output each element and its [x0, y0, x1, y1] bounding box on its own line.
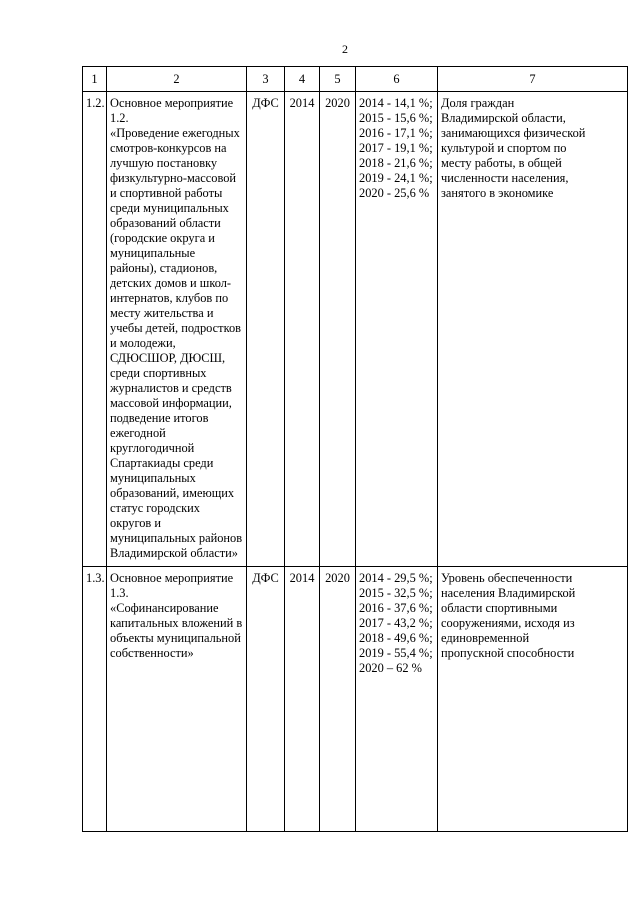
measure-line: собственности» — [110, 646, 194, 660]
value-line: 2017 - 43,2 %; — [359, 616, 433, 630]
measure-line: смотров-конкурсов на — [110, 141, 227, 155]
measure-line: Владимирской области» — [110, 546, 238, 560]
row-number: 1.3. — [83, 567, 107, 832]
value-line: 2018 - 21,6 %; — [359, 156, 433, 170]
table-row — [83, 92, 628, 567]
value-line: 2018 - 49,6 %; — [359, 631, 433, 645]
measure-line: муниципальные — [110, 246, 196, 260]
measure-line: (городские округа и — [110, 231, 215, 245]
measures-table — [82, 66, 628, 832]
measure-line: Спартакиады среди — [110, 456, 214, 470]
measure-line: капитальных вложений в — [110, 616, 243, 630]
indicator-line: населения Владимирской — [441, 586, 576, 600]
value-line: 2014 - 14,1 %; — [359, 96, 433, 110]
indicator-line: численности населения, — [441, 171, 569, 185]
values-cell — [356, 567, 438, 832]
row-number: 1.2. — [83, 92, 107, 567]
measure-line: 1.3. — [110, 586, 129, 600]
indicator-line: занимающихся физической — [441, 126, 586, 140]
value-line: 2015 - 15,6 %; — [359, 111, 433, 125]
table-row — [83, 567, 628, 832]
indicator-line: сооружениями, исходя из — [441, 616, 575, 630]
values-cell — [356, 92, 438, 567]
header-col-1: 1 — [83, 67, 107, 92]
measure-line: массовой информации, — [110, 396, 232, 410]
measure-cell — [107, 92, 247, 567]
measure-line: Основное мероприятие — [110, 96, 234, 110]
indicator-line: Уровень обеспеченности — [441, 571, 573, 585]
measure-line: среди спортивных — [110, 366, 207, 380]
value-line: 2020 – 62 % — [359, 661, 422, 675]
measure-line: 1.2. — [110, 111, 129, 125]
indicator-cell — [438, 567, 628, 832]
header-col-4: 4 — [285, 67, 320, 92]
value-line: 2017 - 19,1 %; — [359, 141, 433, 155]
measure-line: образований, имеющих — [110, 486, 235, 500]
measure-cell — [107, 567, 247, 832]
value-line: 2019 - 24,1 %; — [359, 171, 433, 185]
measure-line: месту жительства и — [110, 306, 214, 320]
header-col-6: 6 — [356, 67, 438, 92]
measure-line: статус городских — [110, 501, 200, 515]
header-col-7: 7 — [438, 67, 628, 92]
measure-line: СДЮСШОР, ДЮСШ, — [110, 351, 226, 365]
value-line: 2016 - 17,1 %; — [359, 126, 433, 140]
measure-line: округов и — [110, 516, 161, 530]
indicator-line: области спортивными — [441, 601, 558, 615]
indicator-line: занятого в экономике — [441, 186, 554, 200]
measure-line: лучшую постановку — [110, 156, 218, 170]
header-col-2: 2 — [107, 67, 247, 92]
measure-line: Основное мероприятие — [110, 571, 234, 585]
start-year-cell: 2014 — [285, 92, 320, 567]
start-year-cell: 2014 — [285, 567, 320, 832]
header-col-5: 5 — [320, 67, 356, 92]
measure-line: районы), стадионов, — [110, 261, 218, 275]
header-col-3: 3 — [247, 67, 285, 92]
header-row — [83, 67, 628, 92]
end-year-cell: 2020 — [320, 92, 356, 567]
indicator-line: пропускной способности — [441, 646, 575, 660]
indicator-line: культурой и спортом по — [441, 141, 567, 155]
value-line: 2020 - 25,6 % — [359, 186, 430, 200]
measure-line: ежегодной — [110, 426, 166, 440]
indicator-line: Владимирской области, — [441, 111, 566, 125]
measure-line: среди муниципальных — [110, 201, 229, 215]
measure-line: учебы детей, подростков — [110, 321, 242, 335]
measure-line: объекты муниципальной — [110, 631, 241, 645]
measure-line: физкультурно-массовой — [110, 171, 237, 185]
measure-line: и спортивной работы — [110, 186, 223, 200]
measure-line: интернатов, клубов по — [110, 291, 229, 305]
measure-line: муниципальных районов — [110, 531, 243, 545]
page-number: 2 — [342, 42, 348, 56]
executor-cell: ДФС — [247, 567, 285, 832]
indicator-cell — [438, 92, 628, 567]
measure-line: и молодежи, — [110, 336, 176, 350]
indicator-line: месту работы, в общей — [441, 156, 562, 170]
measure-line: образований области — [110, 216, 221, 230]
value-line: 2014 - 29,5 %; — [359, 571, 433, 585]
measure-line: подведение итогов — [110, 411, 209, 425]
measure-line: муниципальных — [110, 471, 196, 485]
measure-line: журналистов и средств — [110, 381, 232, 395]
value-line: 2015 - 32,5 %; — [359, 586, 433, 600]
value-line: 2016 - 37,6 %; — [359, 601, 433, 615]
value-line: 2019 - 55,4 %; — [359, 646, 433, 660]
executor-cell: ДФС — [247, 92, 285, 567]
indicator-line: Доля граждан — [441, 96, 515, 110]
measure-line: круглогодичной — [110, 441, 195, 455]
indicator-line: единовременной — [441, 631, 530, 645]
end-year-cell: 2020 — [320, 567, 356, 832]
measure-line: детских домов и школ- — [110, 276, 232, 290]
measure-line: «Проведение ежегодных — [110, 126, 240, 140]
measure-line: «Софинансирование — [110, 601, 219, 615]
